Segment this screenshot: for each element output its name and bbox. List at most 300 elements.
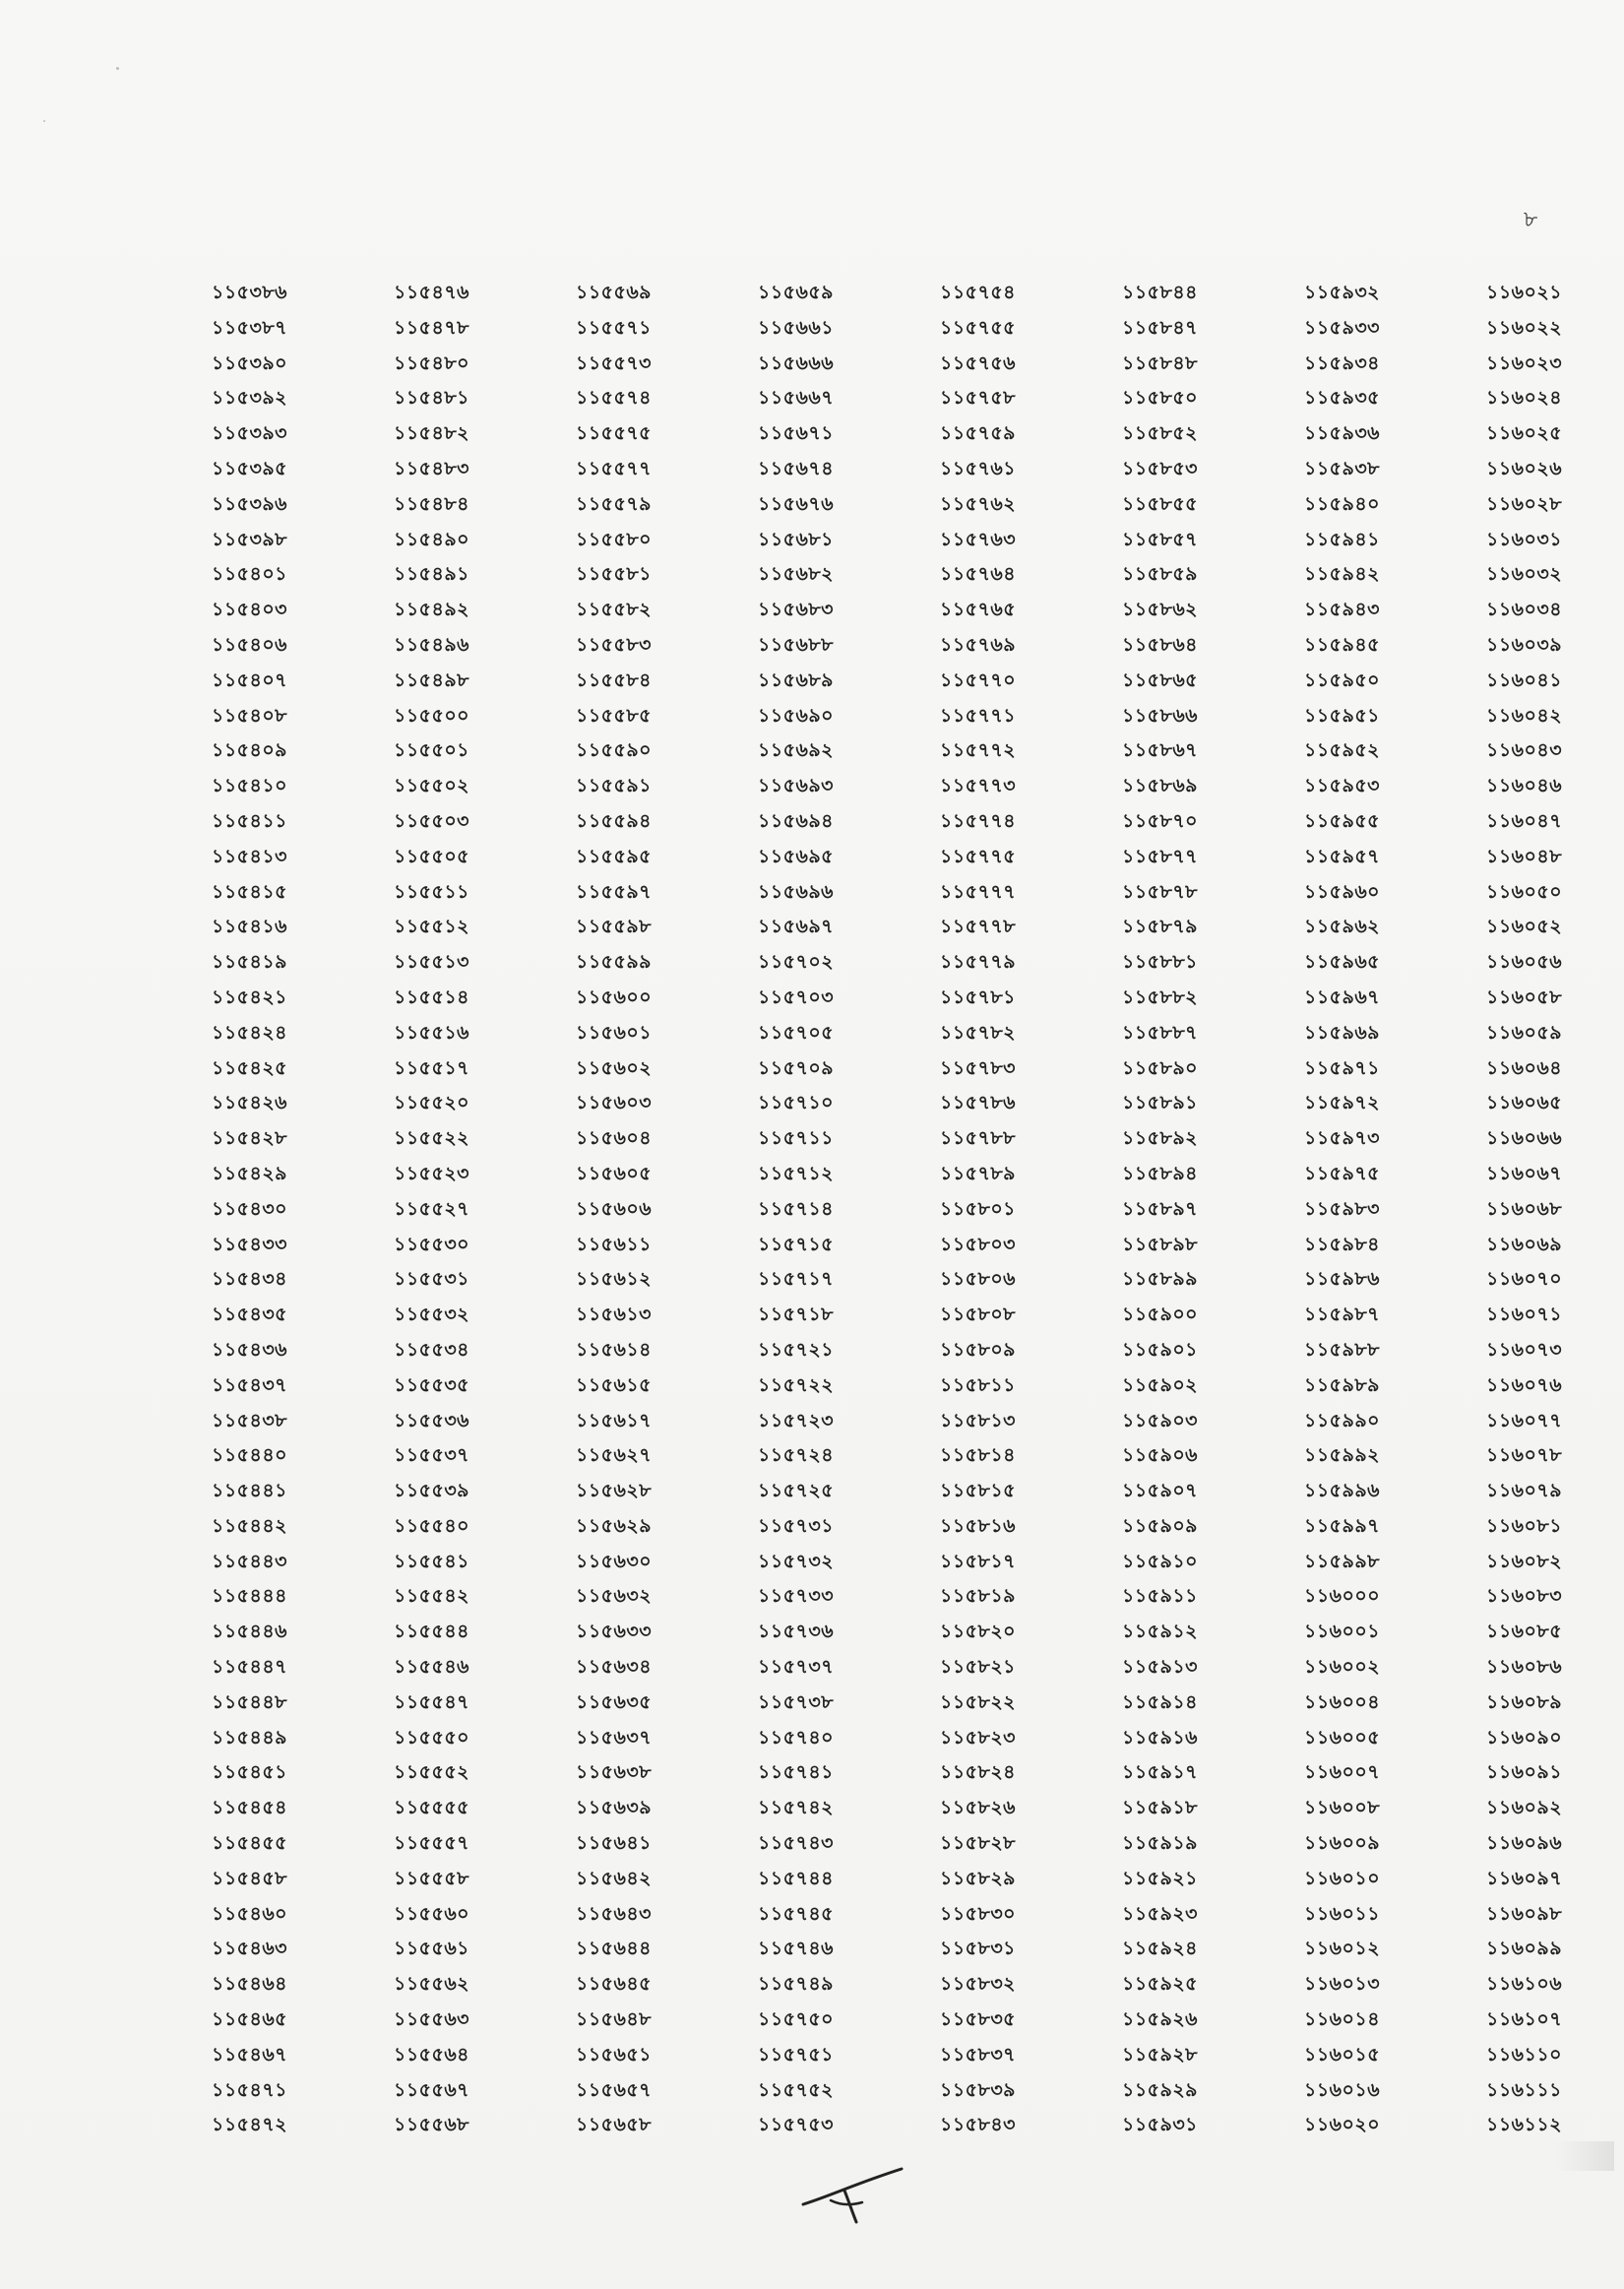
roll-number: ১১৫৪৩৪ [212,1268,287,1291]
roll-number: ১১৫৭৭২ [940,739,1017,762]
roll-number: ১১৫৬১৭ [576,1409,653,1431]
roll-number: ১১৫৯৬২ [1304,916,1381,938]
roll-number: ১১৫৯৫১ [1304,704,1380,727]
roll-number: ১১৫৪১৩ [212,845,287,867]
roll-number: ১১৫৯২১ [1122,1867,1198,1889]
roll-number: ১১৫৭৮৬ [940,1092,1017,1114]
roll-number: ১১৫৪৬৭ [212,2043,288,2066]
roll-number: ১১৫৭১৮ [758,1303,834,1326]
roll-number: ১১৫৭৮২ [940,1021,1017,1044]
roll-number: ১১৫৭৪৯ [758,1973,834,1996]
roll-number: ১১৫৯৫০ [1304,668,1380,691]
roll-number: ১১৫৯০৬ [1122,1444,1199,1467]
roll-number-grid [212,276,1624,2143]
roll-number: ১১৫৯৯০ [1304,1409,1380,1431]
roll-number: ১১৫৮৩৫ [940,2008,1016,2031]
roll-number: ১১৫৮৯৯ [1122,1268,1198,1291]
roll-number: ১১৫৫৭১ [576,316,652,339]
roll-number: ১১৫৬৪১ [576,1832,652,1855]
roll-number: ১১৫৫৮০ [576,528,652,550]
roll-number: ১১৫৮৩৭ [940,2043,1017,2066]
roll-number: ১১৫৬২৯ [576,1514,653,1537]
roll-number: ১১৬০৩১ [1486,528,1563,550]
roll-number: ১১৫৪৪৭ [212,1656,287,1679]
roll-number: ১১৫৫৬১ [394,1938,469,1960]
roll-number: ১১৫৫১১ [394,880,469,903]
roll-number: ১১৫৪৪৯ [212,1726,287,1749]
roll-number: ১১৫৫৪৪ [394,1621,469,1643]
roll-number: ১১৬০৪৭ [1486,809,1563,832]
roll-number: ১১৫৮৭৮ [1122,880,1198,903]
roll-number: ১১৫৫৯৯ [576,951,652,974]
roll-number: ১১৫৬৭৪ [758,457,835,479]
roll-number: ১১৫৮৯১ [1122,1092,1198,1114]
roll-number: ১১৫৭৪৪ [758,1867,834,1889]
roll-number: ১১৫৯৩১ [1122,2114,1198,2136]
roll-number: ১১৫৫৮২ [576,599,652,621]
roll-number: ১১৫৮৫০ [1122,387,1198,410]
roll-number: ১১৫৯০৩ [1122,1409,1199,1431]
roll-number: ১১৫৫০১ [394,739,469,762]
roll-number: ১১৬০৬৪ [1486,1056,1563,1079]
roll-number: ১১৫৭৭৪ [940,809,1017,832]
roll-number: ১১৫৭০৯ [758,1056,835,1079]
roll-number: ১১৫৪৭৬ [394,282,470,303]
roll-number: ১১৫৮২৪ [940,1761,1016,1784]
roll-number: ১১৫৬০০ [576,986,653,1008]
roll-number: ১১৫৪৬৫ [212,2008,287,2031]
roll-number: ১১৬০৮৬ [1486,1656,1563,1679]
roll-number: ১১৫৩৯৬ [212,492,288,515]
roll-number: ১১৫৪৫৮ [212,1867,287,1889]
roll-number: ১১৫৪৩৩ [212,1233,288,1255]
roll-number: ১১৫৫১৬ [394,1021,469,1044]
roll-number: ১১৫৭৩৮ [758,1690,835,1713]
roll-number: ১১৫৫১৪ [394,986,469,1008]
roll-number: ১১৫৬০১ [576,1021,653,1044]
roll-number: ১১৬০৯৭ [1486,1867,1563,1889]
roll-number: ১১৫৮৩৯ [940,2078,1016,2101]
roll-number: ১১৫৪৬০ [212,1902,288,1925]
roll-number: ১১৫৪৭১ [212,2078,287,2101]
roll-number: ১১৫৭২৫ [758,1480,835,1502]
roll-number: ১১৫৫১৩ [394,951,469,974]
roll-number: ১১৫৪১৬ [212,916,287,938]
roll-number: ১১৫৮৪৪ [1122,282,1198,303]
roll-number: ১১৫৫০০ [394,704,470,727]
roll-number: ১১৫৫৬৪ [394,2043,469,2066]
roll-number: ১১৫৭৩৩ [758,1585,835,1608]
roll-number: ১১৬০৩২ [1486,563,1563,586]
roll-number: ১১৫৫৮৩ [576,633,652,656]
roll-number: ১১৫৭৭৭ [940,880,1017,903]
roll-number: ১১৫৫২৭ [394,1197,470,1220]
roll-number: ১১৫৯৫৩ [1304,775,1380,797]
roll-number: ১১৫৭১৭ [758,1268,835,1291]
roll-number: ১১৫৫৬৩ [394,2008,470,2031]
roll-number: ১১৫৬১৪ [576,1338,652,1361]
roll-number: ১১৫৭৮৩ [940,1056,1017,1079]
roll-number: ১১৬০১১ [1304,1902,1381,1925]
roll-number: ১১৫৫০৩ [394,809,470,832]
roll-number: ১১৫৫৬৯ [576,282,652,303]
roll-number: ১১৫৯৪০ [1304,492,1380,515]
roll-number: ১১৫৯৯৬ [1304,1480,1380,1502]
roll-number: ১১৫৭৫৪ [940,282,1016,303]
roll-number: ১১৫৮০৯ [940,1338,1016,1361]
roll-number: ১১৫৯২৯ [1122,2078,1198,2101]
roll-number: ১১৫৯১৩ [1122,1656,1198,1679]
roll-number: ১১৫৪৩৬ [212,1338,288,1361]
roll-number: ১১৫৬০৩ [576,1092,653,1114]
roll-number: ১১৫৬৫৯ [758,282,834,303]
roll-number: ১১৫৪৮৪ [394,492,469,515]
roll-number: ১১৬০০৮ [1304,1797,1381,1819]
roll-number: ১১৬০৭৩ [1486,1338,1563,1361]
roll-number: ১১৫৬৩৩ [576,1621,653,1643]
roll-number: ১১৫৬০৫ [576,1162,653,1184]
roll-number: ১১৬০৮২ [1486,1550,1563,1572]
roll-number: ১১৫৮৬৫ [1122,668,1198,691]
roll-number: ১১৫৭৫০ [758,2008,835,2031]
roll-number: ১১৫৪৫৫ [212,1832,287,1855]
roll-number: ১১৫৬৩৪ [576,1656,653,1679]
roll-number: ১১৫৪২৯ [212,1162,287,1184]
roll-number: ১১৬০০৯ [1304,1832,1381,1855]
roll-number: ১১৫৯০০ [1122,1303,1199,1326]
roll-number: ১১৫৯১৬ [1122,1726,1198,1749]
roll-number: ১১৫৭৭৩ [940,775,1017,797]
roll-number: ১১৫৯৬৯ [1304,1021,1380,1044]
roll-number: ১১৫৯৭২ [1304,1092,1381,1114]
roll-number: ১১৬০৫৯ [1486,1021,1563,1044]
roll-number: ১১৫৫৩৯ [394,1480,469,1502]
roll-number: ১১৫৪৪৪ [212,1585,287,1608]
roll-number: ১১৫৭৬৫ [940,599,1017,621]
roll-number: ১১৫৮১৯ [940,1585,1016,1608]
roll-number: ১১৬০৯৮ [1486,1902,1563,1925]
scan-edge-smudge [1555,2141,1614,2171]
roll-number: ১১৫৮৯৭ [1122,1197,1198,1220]
roll-number: ১১৫৪২৫ [212,1056,287,1079]
roll-number: ১১৬০০০ [1304,1585,1381,1608]
roll-number: ১১৫৯৮৯ [1304,1373,1380,1396]
roll-number: ১১৫৭৬৪ [940,563,1017,586]
roll-number: ১১৫৫৫০ [394,1726,469,1749]
roll-number: ১১৬০৬৬ [1486,1127,1563,1150]
scan-speck [116,67,119,70]
roll-number: ১১৫৪২৬ [212,1092,288,1114]
roll-number: ১১৫৫৯৪ [576,809,652,832]
roll-number: ১১৫৯৯৮ [1304,1550,1380,1572]
roll-number: ১১৫৯৫৫ [1304,809,1380,832]
roll-number: ১১৫৮৩০ [940,1902,1017,1925]
roll-number: ১১৫৪৮০ [394,351,469,374]
roll-number: ১১৫৬৭১ [758,422,835,445]
roll-number: ১১৫৫৯১ [576,775,652,797]
roll-number: ১১৫৪৪৩ [212,1550,287,1572]
roll-number: ১১৫৫৯৫ [576,845,652,867]
roll-number: ১১৫৯৮৬ [1304,1268,1380,1291]
roll-number: ১১৫৬৩৮ [576,1761,653,1784]
roll-number: ১১৫৪২৮ [212,1127,287,1150]
roll-number: ১১৫৯৮৩ [1304,1197,1380,1220]
roll-number: ১১৫৯৫২ [1304,739,1380,762]
roll-number: ১১৫৮১৫ [940,1480,1016,1502]
roll-number: ১১৫৯৬০ [1304,880,1381,903]
roll-number: ১১৬১০৭ [1486,2008,1563,2031]
roll-number: ১১৫৭৫৯ [940,422,1016,445]
roll-number: ১১৫৭৫৩ [758,2114,835,2136]
roll-number: ১১৫৬৮৮ [758,633,834,656]
roll-number: ১১৫৮২২ [940,1690,1017,1713]
roll-number: ১১৫৮৭৯ [1122,916,1198,938]
roll-number: ১১৫৯১২ [1122,1621,1198,1643]
roll-number: ১১৫৮০৮ [940,1303,1016,1326]
roll-number: ১১৫৮০৩ [940,1233,1017,1255]
roll-number: ১১৫৫৪০ [394,1514,469,1537]
roll-number: ১১৫৮৯৮ [1122,1233,1198,1255]
roll-number: ১১৫৭৭১ [940,704,1017,727]
roll-number: ১১৬০০৫ [1304,1726,1381,1749]
roll-number: ১১৫৭৫৫ [940,316,1016,339]
roll-number: ১১৫৮৬২ [1122,599,1199,621]
roll-number: ১১৬০৬৭ [1486,1162,1563,1184]
roll-number: ১১৫৯২৬ [1122,2008,1199,2031]
roll-number: ১১৫৮২০ [940,1621,1017,1643]
roll-number: ১১৫৭৬৩ [940,528,1017,550]
roll-number: ১১৫৫৯৮ [576,916,652,938]
roll-number: ১১৫৭২১ [758,1338,835,1361]
roll-number: ১১৫৪০৬ [212,633,288,656]
roll-number: ১১৫৯৩২ [1304,282,1381,303]
roll-number: ১১৫৯৫৭ [1304,845,1380,867]
roll-number: ১১৫৮৭৭ [1122,845,1199,867]
roll-number: ১১৫৬৪২ [576,1867,653,1889]
roll-number: ১১৫৭৫৬ [940,351,1017,374]
roll-number: ১১৫৯৪২ [1304,563,1380,586]
roll-number: ১১৫৫১২ [394,916,469,938]
roll-number: ১১৬০৯৬ [1486,1832,1563,1855]
roll-number: ১১৫৮৫৫ [1122,492,1198,515]
roll-number: ১১৫৭৪১ [758,1761,834,1784]
roll-number: ১১৫৪৩৭ [212,1373,288,1396]
roll-number: ১১৫৮২৬ [940,1797,1017,1819]
roll-number: ১১৫৫৫৫ [394,1797,469,1819]
roll-number: ১১৫৭২৪ [758,1444,835,1467]
roll-number: ১১৬০২১ [1486,282,1563,303]
roll-number: ১১৬০৯২ [1486,1797,1563,1819]
roll-number: ১১৫৭৬২ [940,492,1017,515]
roll-number: ১১৬০২৩ [1486,351,1563,374]
roll-number: ১১৫৯০৭ [1122,1480,1199,1502]
roll-number: ১১৬১০৬ [1486,1973,1563,1996]
roll-number: ১১৬০০৪ [1304,1690,1381,1713]
roll-number: ১১৫৭৫২ [758,2078,835,2101]
roll-number: ১১৫৬৪৮ [576,2008,652,2031]
roll-number: ১১৫৬৬১ [758,316,835,339]
roll-number: ১১৫৭৩২ [758,1550,835,1572]
roll-number: ১১৫৬৯৫ [758,845,834,867]
roll-number: ১১৫৭৪২ [758,1797,835,1819]
roll-number: ১১৫৯০১ [1122,1338,1198,1361]
roll-number: ১১৫৪৮৩ [394,457,469,479]
roll-number: ১১৬০১৪ [1304,2008,1381,2031]
roll-number: ১১৬০২০ [1304,2114,1381,2136]
roll-number: ১১৫৯৯৭ [1304,1514,1380,1537]
roll-number: ১১৫৫৪১ [394,1550,469,1572]
roll-number: ১১৫৬৫১ [576,2043,652,2066]
roll-number: ১১৫৫০৫ [394,845,469,867]
roll-number: ১১৫৫১৭ [394,1056,469,1079]
roll-number: ১১৬০২৫ [1486,422,1563,445]
roll-number: ১১৬০০১ [1304,1621,1381,1643]
roll-number: ১১৫৪০১ [212,563,287,586]
roll-number: ১১৫৭৪০ [758,1726,835,1749]
roll-number: ১১৫৮২৮ [940,1832,1016,1855]
roll-number: ১১৫৭১৪ [758,1197,834,1220]
roll-number: ১১৫৬৪৪ [576,1938,652,1960]
roll-number: ১১৫৯৩৫ [1304,387,1380,410]
roll-number: ১১৬০৭৬ [1486,1373,1563,1396]
roll-number: ১১৫৭০৩ [758,986,835,1008]
roll-number: ১১৫৪৯৮ [394,668,469,691]
roll-number: ১১৫৮৬৭ [1122,739,1199,762]
roll-number: ১১৫৮২১ [940,1656,1016,1679]
roll-number: ১১৫৬৮২ [758,563,835,586]
roll-number: ১১৫৭৭৫ [940,845,1017,867]
roll-number: ১১৫৮৩১ [940,1938,1016,1960]
roll-number: ১১৫৯৩৬ [1304,422,1381,445]
roll-number: ১১৬০১৫ [1304,2043,1381,2066]
roll-number: ১১৫৭৭৯ [940,951,1017,974]
roll-number: ১১৬০১৩ [1304,1973,1381,1996]
roll-number: ১১৫৯৭৩ [1304,1127,1381,1150]
roll-number: ১১৬০৮১ [1486,1514,1563,1537]
roll-number: ১১৫৯১৮ [1122,1797,1198,1819]
roll-number: ১১৫৫৪৬ [394,1656,469,1679]
roll-number: ১১৫৯৬৭ [1304,986,1381,1008]
roll-number: ১১৫৪১১ [212,809,287,832]
roll-number: ১১৫৮১১ [940,1373,1016,1396]
roll-number: ১১৫৮১৭ [940,1550,1016,1572]
roll-number: ১১৫৬৯৪ [758,809,834,832]
roll-number: ১১৬০৪১ [1486,668,1563,691]
roll-number: ১১৫৬৬৬ [758,351,835,374]
roll-number: ১১৫৮৬৪ [1122,633,1198,656]
roll-number: ১১৬০৭১ [1486,1303,1563,1326]
roll-number: ১১৫৯৬৫ [1304,951,1380,974]
roll-number: ১১৫৩৮৬ [212,282,288,303]
roll-number: ১১৫৪২১ [212,986,287,1008]
roll-number: ১১৫৫৮৫ [576,704,652,727]
roll-number: ১১৬০৭৯ [1486,1480,1563,1502]
roll-number: ১১৫৮৯০ [1122,1056,1198,1079]
roll-number: ১১৫৬৩৭ [576,1726,653,1749]
roll-number: ১১৫৮৮১ [1122,951,1198,974]
roll-number: ১১৬০৩৯ [1486,633,1563,656]
roll-number: ১১৫৫৩২ [394,1303,470,1326]
roll-number: ১১৫৮৬৬ [1122,704,1199,727]
roll-number: ১১৫৯৯২ [1304,1444,1380,1467]
roll-number: ১১৬০৬৮ [1486,1197,1563,1220]
roll-number: ১১৫৬৮৯ [758,668,834,691]
roll-number: ১১৬০২৪ [1486,387,1563,410]
roll-number: ১১৫৭৩১ [758,1514,835,1537]
roll-number: ১১৫৭১২ [758,1162,835,1184]
roll-number: ১১৫৪৭২ [212,2114,288,2136]
roll-number: ১১৬০৮৯ [1486,1690,1563,1713]
roll-number: ১১৬০৯৯ [1486,1938,1563,1960]
roll-number: ১১৫৪৪৮ [212,1690,287,1713]
roll-number: ১১৫৭২৩ [758,1409,835,1431]
roll-number: ১১৫৯২৮ [1122,2043,1198,2066]
roll-number: ১১৫৫৪৭ [394,1690,469,1713]
roll-number: ১১৬১১১ [1486,2078,1562,2101]
roll-number: ১১৫৯১০ [1122,1550,1198,1572]
roll-number: ১১৫৪৫১ [212,1761,287,1784]
roll-number: ১১৫৪৭৮ [394,316,469,339]
roll-number: ১১৫৯২৫ [1122,1973,1198,1996]
roll-number: ১১৫৪৪২ [212,1514,287,1537]
roll-number: ১১৫৭৫১ [758,2043,834,2066]
roll-number: ১১৫৫৩৭ [394,1444,470,1467]
roll-number: ১১৫৫৮১ [576,563,652,586]
roll-number: ১১৫৫৭৯ [576,492,652,515]
roll-number: ১১৫৫৩৬ [394,1409,470,1431]
roll-number: ১১৫৯৪৩ [1304,599,1380,621]
roll-number: ১১৫৬৬৭ [758,387,835,410]
roll-number: ১১৫৪৬৪ [212,1973,287,1996]
roll-number: ১১৬০২৬ [1486,457,1563,479]
roll-number: ১১৬০০২ [1304,1656,1381,1679]
roll-number: ১১৫৮১৬ [940,1514,1016,1537]
roll-number: ১১৫৪৯০ [394,528,469,550]
roll-number: ১১৫৪৩০ [212,1197,288,1220]
roll-number: ১১৫৩৯৫ [212,457,287,479]
roll-number: ১১৫৯৮৭ [1304,1303,1380,1326]
roll-number: ১১৫৫২০ [394,1092,470,1114]
roll-number: ১১৫৬৩২ [576,1585,653,1608]
roll-number: ১১৫৭৩৭ [758,1656,835,1679]
roll-number: ১১৬০৯১ [1486,1761,1563,1784]
roll-number: ১১৫৮৪৩ [940,2114,1016,2136]
roll-number: ১১৫৬৫৭ [576,2078,653,2101]
roll-number: ১১৬০৮৩ [1486,1585,1563,1608]
roll-number: ১১৫৫৭৩ [576,351,653,374]
roll-number: ১১৫৬৫৮ [576,2114,652,2136]
roll-number: ১১৫৮৮৭ [1122,1021,1198,1044]
roll-number: ১১৫৭৮৯ [940,1162,1016,1184]
roll-number: ১১৫৬৯২ [758,739,835,762]
roll-number: ১১৫৮১৪ [940,1444,1016,1467]
roll-number: ১১৫৫৭৫ [576,422,652,445]
roll-number: ১১৬০৩৪ [1486,599,1563,621]
roll-number: ১১৫৫২৩ [394,1162,470,1184]
roll-number: ১১৫৭৬১ [940,457,1017,479]
roll-number: ১১৫৩৮৭ [212,316,288,339]
roll-number: ১১৬০৪৩ [1486,739,1563,762]
roll-number: ১১৫৪৯৬ [394,633,469,656]
roll-number: ১১৫৬০৪ [576,1127,653,1150]
roll-number: ১১৫৮৫৯ [1122,563,1198,586]
roll-number: ১১৫৩৯০ [212,351,288,374]
roll-number: ১১৫৯২৩ [1122,1902,1199,1925]
roll-number: ১১৫৮০১ [940,1197,1016,1220]
roll-number: ১১৫৬২৭ [576,1444,653,1467]
roll-number: ১১৫৪৩৮ [212,1409,287,1431]
roll-number: ১১৫৮৯৪ [1122,1162,1198,1184]
